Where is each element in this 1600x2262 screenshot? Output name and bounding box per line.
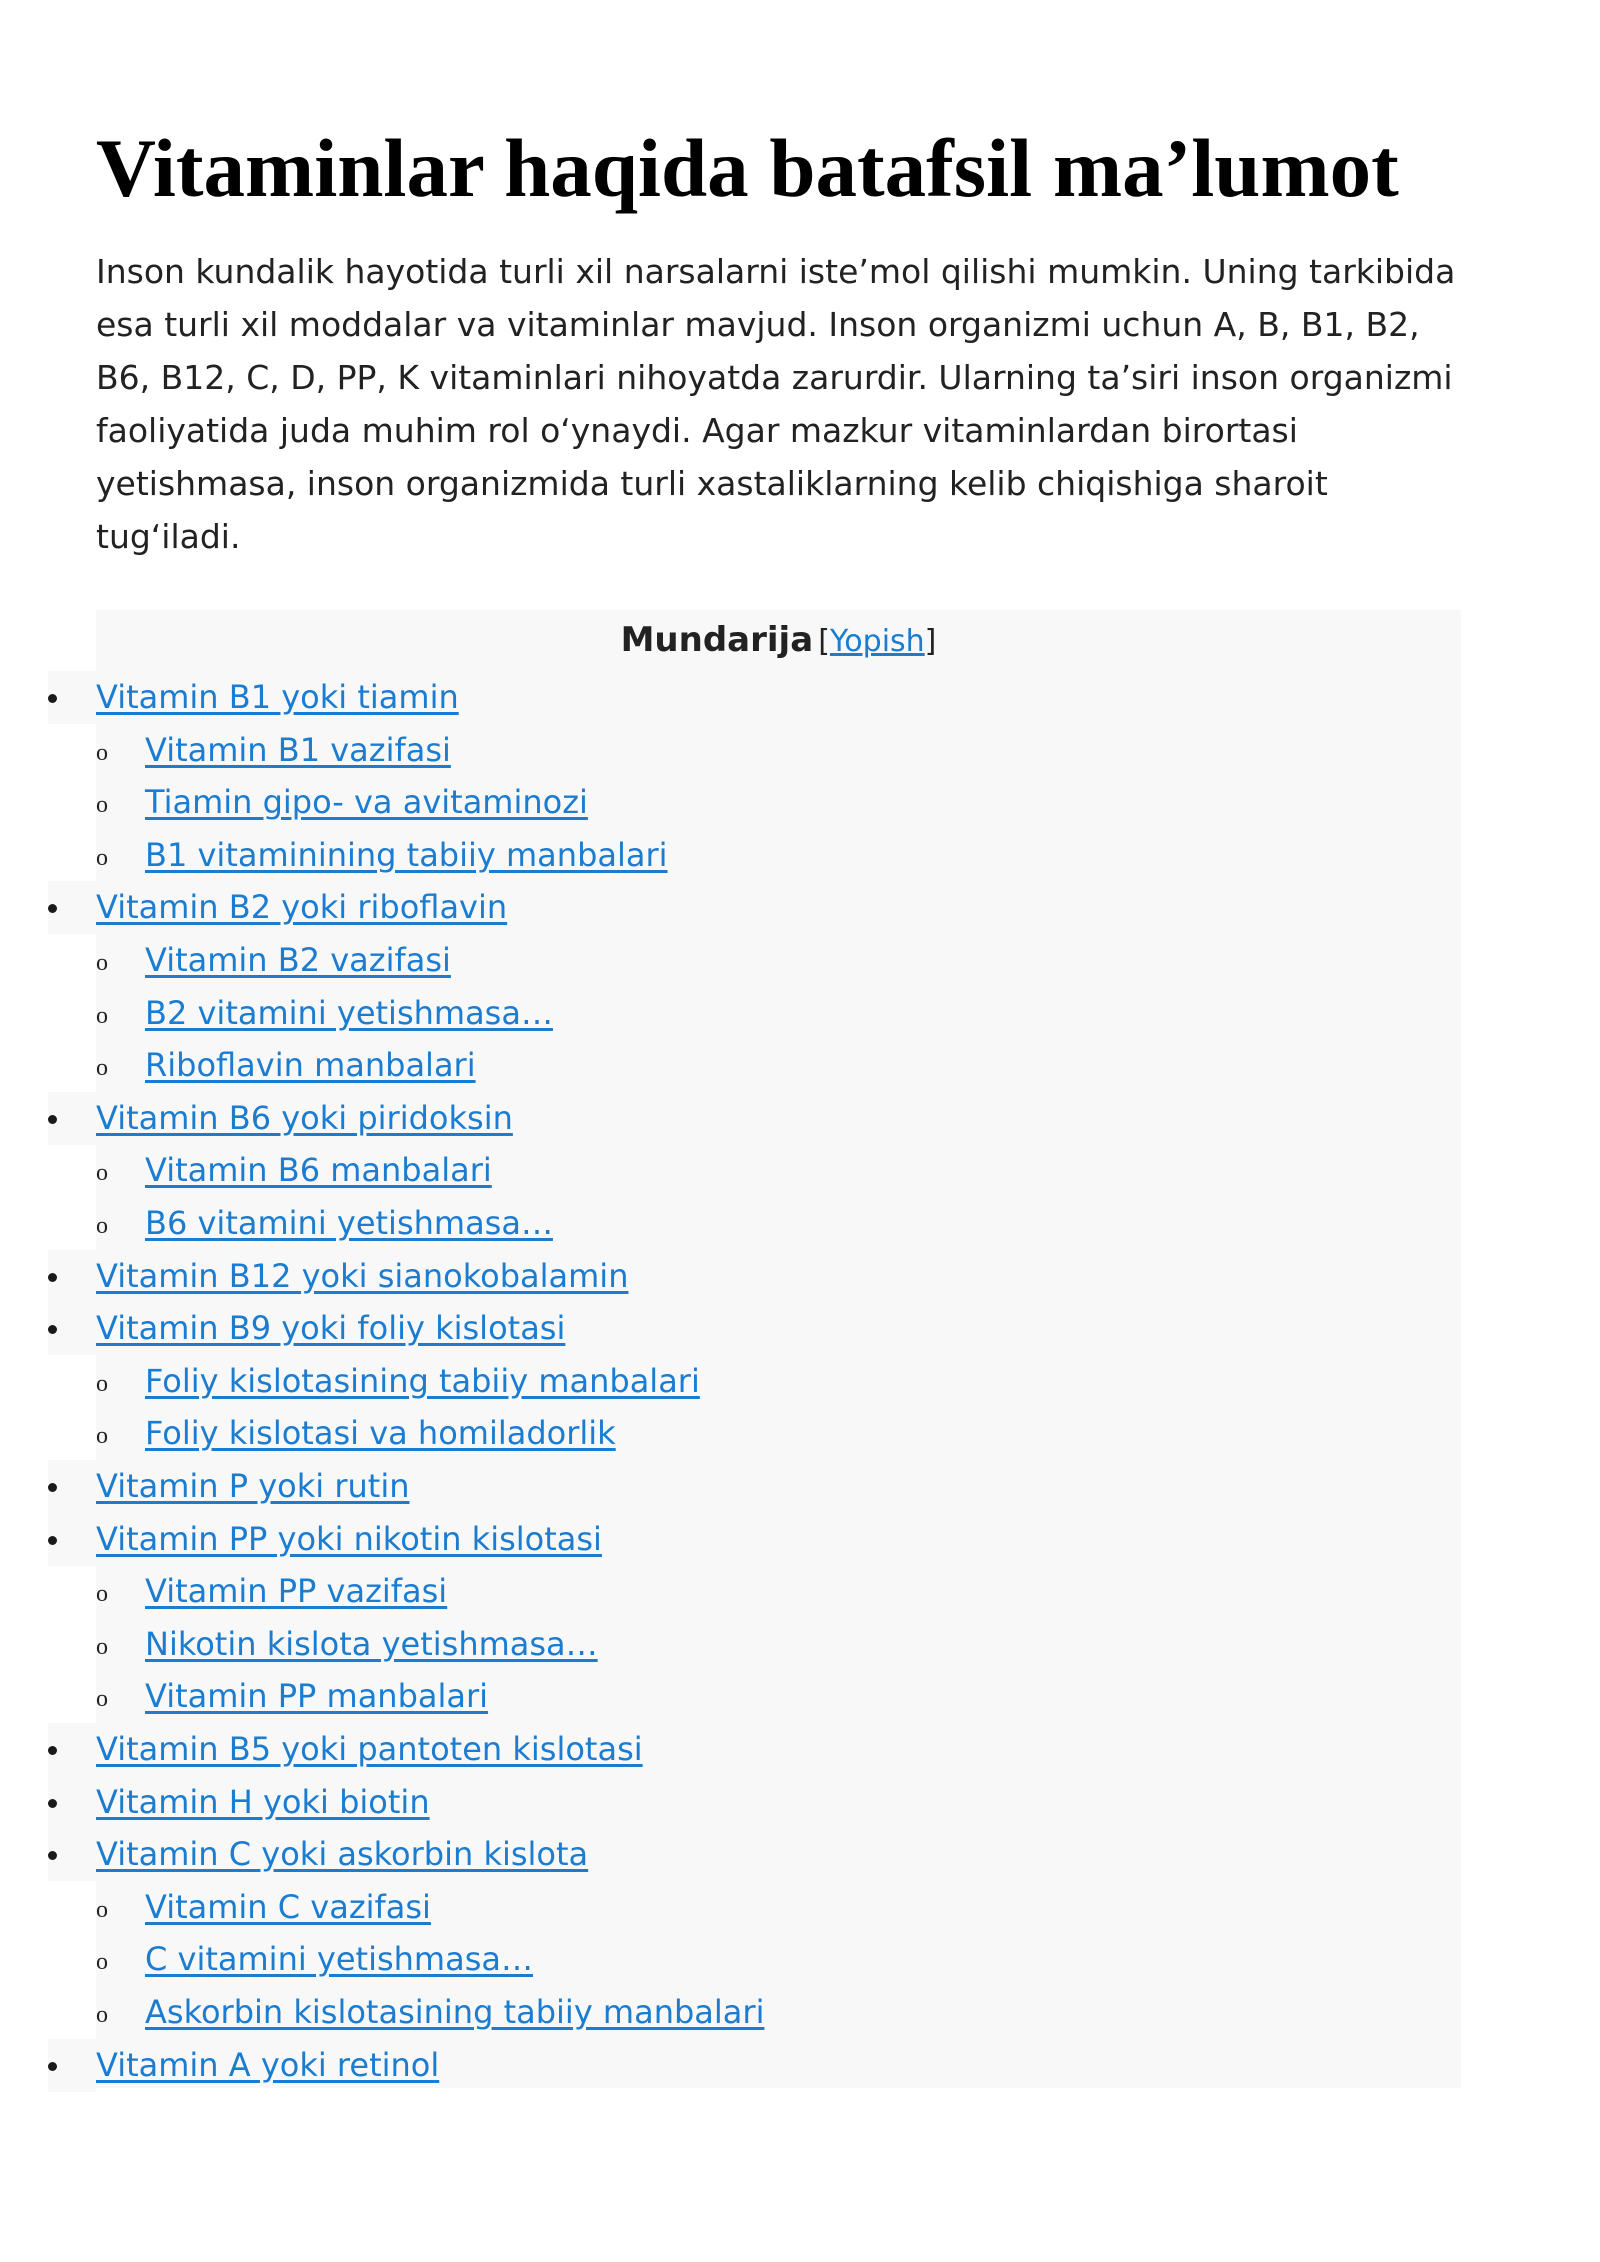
toc-sublink[interactable]: C vitamini yetishmasa… [145,1940,533,1979]
table-of-contents [96,610,1461,2088]
toc-item [48,2039,1461,2092]
circle-bullet-icon: o [96,739,108,766]
toc-link[interactable]: Vitamin PP yoki nikotin kislotasi [96,1519,602,1558]
toc-subitem [96,1565,1461,1618]
toc-sublink[interactable]: Foliy kislotasining tabiiy manbalari [145,1361,700,1400]
bullet-icon [48,1828,58,1881]
toc-item [48,881,1461,934]
toc-link[interactable]: Vitamin B1 yoki tiamin [96,678,459,716]
toc-subitem [96,934,1461,987]
toc-link[interactable]: Vitamin B6 yoki piridoksin [96,1098,513,1137]
circle-bullet-icon: o [96,792,108,819]
page-title: Vitaminlar haqida batafsil ma’lumot [96,122,1399,214]
toc-title: Mundarija [620,620,814,660]
circle-bullet-icon: o [96,950,108,976]
bullet-icon [48,2039,58,2092]
toc-subitem [96,1407,1461,1460]
circle-bullet-icon: o [96,1002,108,1029]
circle-bullet-icon: o [96,1423,108,1450]
toc-toggle-link[interactable]: Yopish [829,624,925,659]
toc-sublink[interactable]: Riboflavin manbalari [145,1046,476,1085]
toc-item [48,1092,1461,1145]
toc-link[interactable]: Vitamin A yoki retinol [96,2045,440,2084]
circle-bullet-icon: o [96,1160,108,1187]
circle-bullet-icon: o [96,1581,108,1608]
toc-subitem [96,1881,1461,1934]
toc-sublink[interactable]: Tiamin gipo- va avitaminozi [145,783,588,822]
toc-link[interactable]: Vitamin B2 yoki riboflavin [96,888,508,927]
bullet-icon [48,1302,58,1355]
circle-bullet-icon: o [96,1370,108,1397]
toc-item [48,1723,1461,1776]
bullet-icon [48,671,58,724]
circle-bullet-icon: o [96,1686,108,1713]
bullet-icon [48,1513,58,1566]
toc-sublink[interactable]: Foliy kislotasi va homiladorlik [145,1414,616,1453]
toc-subitem [96,1355,1461,1408]
toc-sublink[interactable]: B1 vitaminining tabiiy manbalari [145,835,668,874]
toc-subitem [96,776,1461,829]
toc-sublink[interactable]: Vitamin PP manbalari [145,1677,489,1716]
toc-bracket-close: ] [924,624,937,659]
toc-link[interactable]: Vitamin B12 yoki sianokobalamin [96,1256,629,1295]
circle-bullet-icon: o [96,1633,108,1660]
circle-bullet-icon: o [96,1055,108,1082]
toc-item [48,671,1461,724]
toc-sublink[interactable]: Nikotin kislota yetishmasa… [145,1624,598,1663]
toc-link[interactable]: Vitamin C yoki askorbin kislota [96,1835,589,1874]
toc-sublink[interactable]: Vitamin PP vazifasi [145,1572,448,1611]
toc-subitem [96,987,1461,1040]
toc-sublink[interactable]: Vitamin C vazifasi [145,1887,431,1926]
circle-bullet-icon: o [96,844,108,871]
toc-subitem [96,1197,1461,1250]
toc-sublink[interactable]: Vitamin B2 vazifasi [145,941,451,979]
toc-item [48,1828,1461,1881]
intro-paragraph: Inson kundalik hayotida turli xil narsalarni iste’mol qilishi mumkin. Uning tarkibida esa turli xil moddalar va vitaminlar mavjud. Inson organizmi uchun A, B, B1, B2, B6, B12, C, D, PP, K vitaminlari nihoyatda zarurdir. Ularning ta’siri inson organizmi faoliyatida juda muhim rol o‘ynaydi. Agar mazkur vitaminlardan birortasi yetishmasa, inson organizmida turli xastaliklarning kelib chiqishiga sharoit tug‘iladi. [96,252,1456,556]
toc-link[interactable]: Vitamin H yoki biotin [96,1782,430,1821]
toc-subitem [96,1670,1461,1723]
circle-bullet-icon: o [96,1949,108,1976]
toc-subitem [96,1933,1461,1986]
toc-subitem [96,1039,1461,1092]
circle-bullet-icon: o [96,1213,108,1239]
toc-subitem [96,829,1461,882]
toc-subitem [96,1986,1461,2039]
circle-bullet-icon: o [96,1896,108,1923]
bullet-icon [48,1723,58,1776]
toc-sublink[interactable]: B6 vitamini yetishmasa… [145,1204,553,1242]
toc-link[interactable]: Vitamin B5 yoki pantoten kislotasi [96,1730,643,1768]
toc-item [48,1250,1461,1303]
toc-link[interactable]: Vitamin B9 yoki foliy kislotasi [96,1309,566,1348]
toc-item [48,1513,1461,1566]
bullet-icon [48,1250,58,1303]
toc-subitem [96,724,1461,777]
bullet-icon [48,1460,58,1513]
toc-bracket-open: [ [818,624,830,659]
circle-bullet-icon: o [96,2002,108,2028]
toc-sublink[interactable]: B2 vitamini yetishmasa… [145,993,553,1032]
toc-link[interactable]: Vitamin P yoki rutin [96,1467,410,1505]
toc-sublink[interactable]: Askorbin kislotasining tabiiy manbalari [145,1993,765,2031]
toc-item [48,1460,1461,1513]
toc-subitem [96,1144,1461,1197]
toc-item [48,1776,1461,1829]
toc-item [48,1302,1461,1355]
toc-header [96,610,1461,670]
toc-subitem [96,1618,1461,1671]
bullet-icon [48,1776,58,1829]
toc-sublink[interactable]: Vitamin B1 vazifasi [145,730,451,769]
bullet-icon [48,1092,58,1145]
toc-sublink[interactable]: Vitamin B6 manbalari [145,1151,492,1190]
bullet-icon [48,881,58,934]
